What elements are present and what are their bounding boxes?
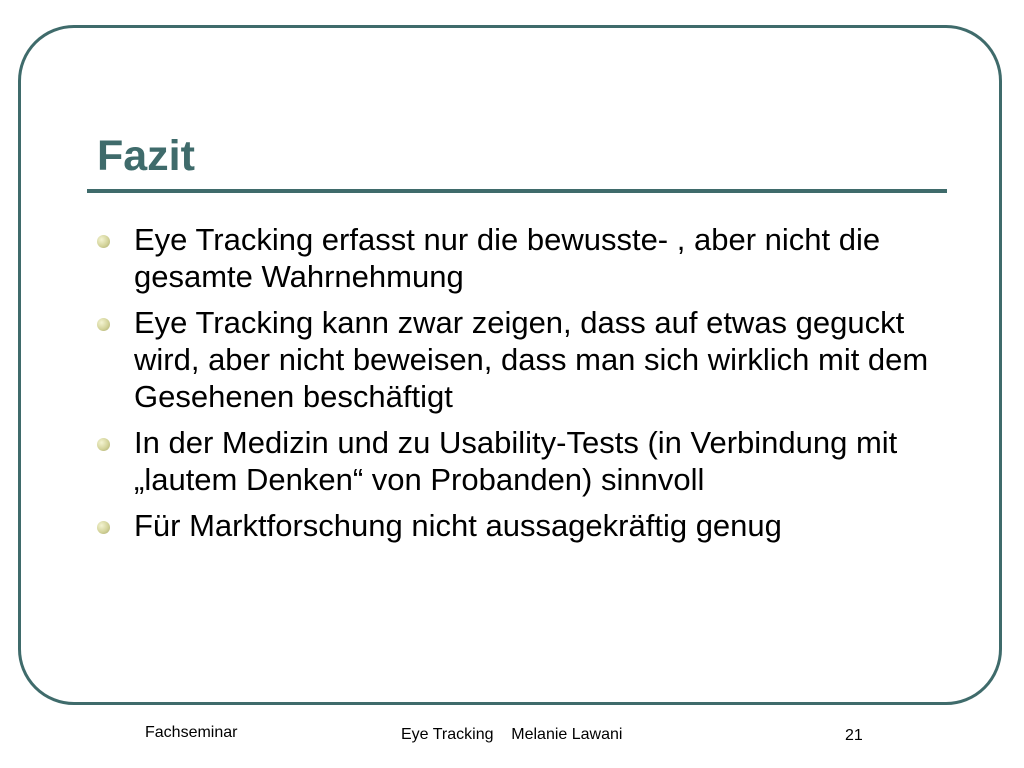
bullet-item: [0, 424, 1024, 498]
bullet-item: [0, 221, 1024, 295]
bullet-item: [0, 304, 1024, 415]
bullet-point-icon: [97, 438, 110, 451]
page-number: 21: [845, 727, 863, 744]
bullet-text: Eye Tracking erfasst nur die bewusste- , aber nicht die gesamte Wahrnehmung: [134, 222, 881, 294]
footer-seminar-label: Fachseminar: [145, 724, 238, 741]
bullet-text: Eye Tracking kann zwar zeigen, dass auf etwas geguckt wird, aber nicht beweisen, dass man sich wirklich mit dem Gesehenen beschäftigt: [134, 305, 929, 414]
bullet-point-icon: [97, 521, 110, 534]
bullet-list: [0, 221, 1024, 553]
bullet-point-icon: [97, 235, 110, 248]
bullet-text: In der Medizin und zu Usability-Tests (in Verbindung mit „lautem Denken“ von Probanden) sinnvoll: [134, 425, 898, 497]
bullet-text: Für Marktforschung nicht aussagekräftig genug: [134, 508, 782, 543]
bullet-item: [0, 507, 1024, 544]
title-underline: [87, 189, 947, 193]
bullet-point-icon: [97, 318, 110, 331]
footer-topic-author: Eye Tracking Melanie Lawani: [401, 726, 623, 743]
slide-title: Fazit: [97, 132, 195, 180]
